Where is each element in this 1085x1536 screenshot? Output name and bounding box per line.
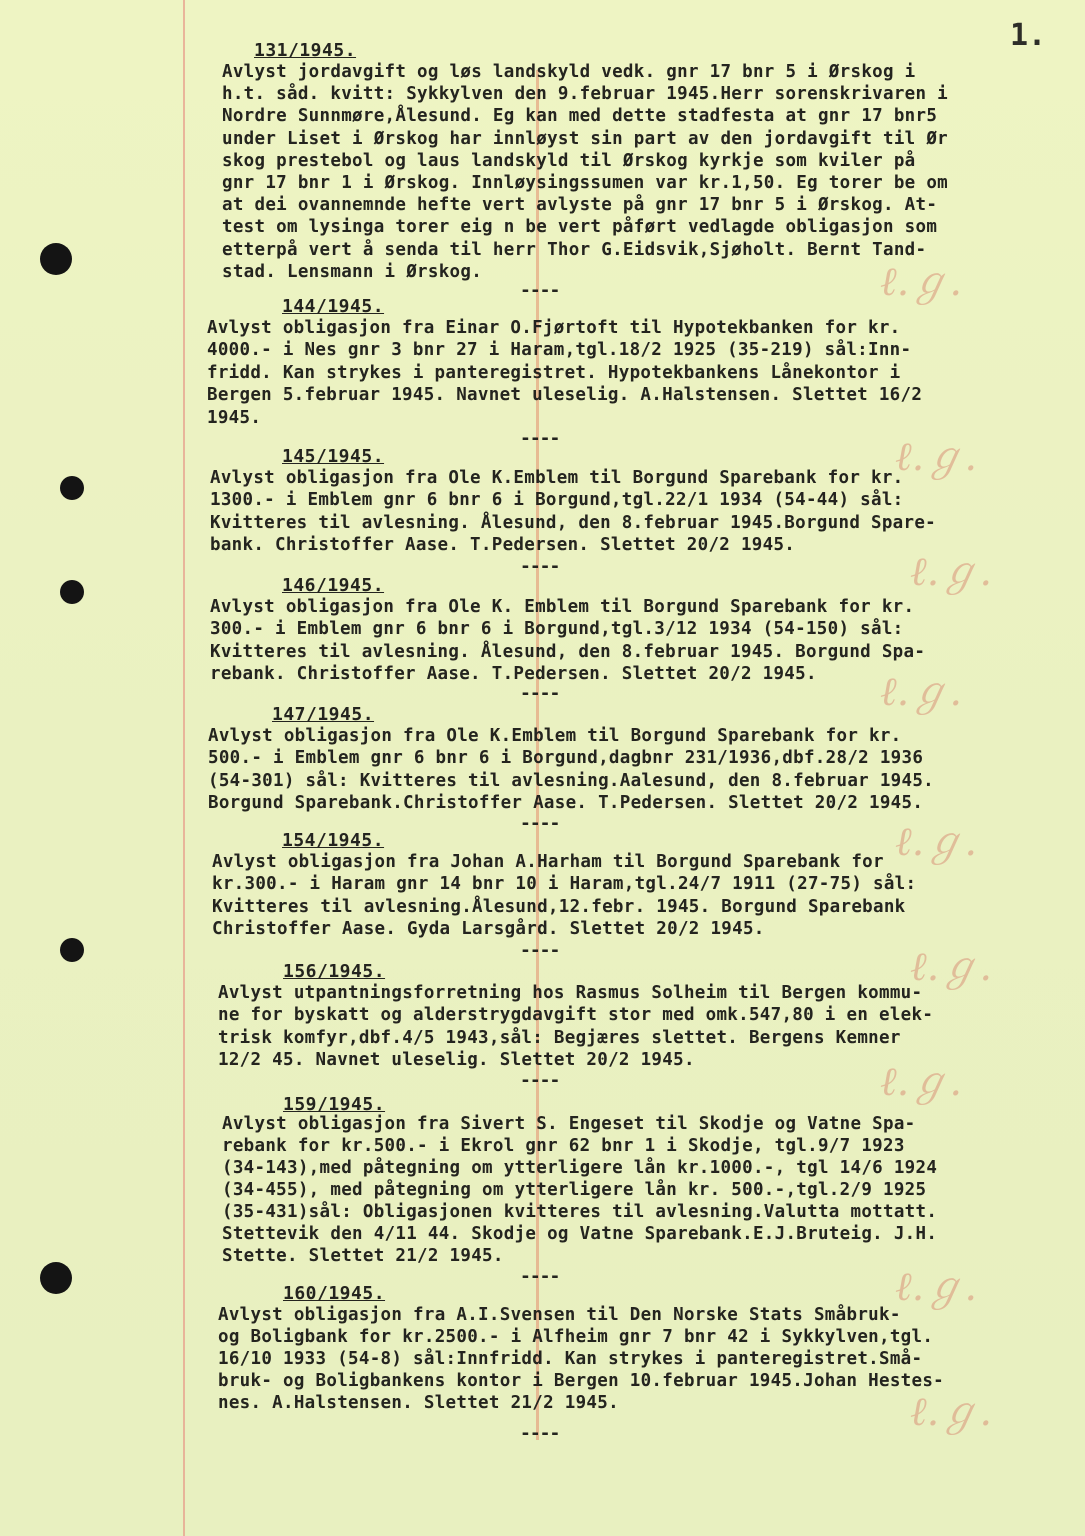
entry-text-line: bank. Christoffer Aase. T.Pedersen. Slettet 20/2 1945. bbox=[210, 535, 796, 556]
entry-text-line: Kvitteres til avlesning.Ålesund,12.febr. 1945. Borgund Sparebank bbox=[212, 896, 906, 917]
binder-hole bbox=[40, 1262, 72, 1294]
entry-text-line: trisk komfyr,dbf.4/5 1943,sål: Begjæres slettet. Bergens Kemner bbox=[218, 1027, 901, 1048]
entry-text-line: 300.- i Emblem gnr 6 bnr 6 i Borgund,tgl.3/12 1934 (54-150) sål: bbox=[210, 619, 904, 640]
entry-text-line: Kvitteres til avlesning. Ålesund, den 8.februar 1945.Borgund Spare- bbox=[210, 512, 937, 533]
entry-text-line: nes. A.Halstensen. Slettet 21/2 1945. bbox=[218, 1393, 619, 1413]
entry-number: 156/1945. bbox=[283, 961, 386, 982]
entry-separator: ---- bbox=[520, 940, 560, 961]
entry-text-line: Kvitteres til avlesning. Ålesund, den 8.februar 1945. Borgund Spa- bbox=[210, 641, 926, 662]
initials-mark: ℓ.ℊ. bbox=[910, 944, 993, 990]
entry-text-line: ne for byskatt og alderstrygdavgift stor med omk.547,80 i en elek- bbox=[218, 1005, 934, 1026]
entry-text-line: Avlyst jordavgift og løs landskyld vedk. gnr 17 bnr 5 i Ørskog i bbox=[222, 62, 916, 82]
initials-mark: ℓ.ℊ. bbox=[880, 669, 963, 715]
entry-text-line: 12/2 45. Navnet uleselig. Slettet 20/2 1945. bbox=[218, 1050, 695, 1071]
entry-text-line: bruk- og Boligbankens kontor i Bergen 10.februar 1945.Johan Hestes- bbox=[218, 1371, 945, 1391]
entry-text-line: (34-143),med påtegning om ytterligere lån kr.1000.-, tgl 14/6 1924 bbox=[222, 1158, 938, 1178]
entry-text-line: under Liset i Ørskog har innløyst sin part av den jordavgift til Ør bbox=[222, 128, 949, 149]
entry-text-line: etterpå vert å senda til herr Thor G.Eidsvik,Sjøholt. Bernt Tand- bbox=[222, 239, 927, 260]
entry-number: 131/1945. bbox=[254, 40, 357, 61]
initials-mark: ℓ.ℊ. bbox=[880, 259, 963, 305]
entry-text-line: Bergen 5.februar 1945. Navnet uleselig. A.Halstensen. Slettet 16/2 bbox=[207, 385, 923, 406]
entry-number: 159/1945. bbox=[283, 1094, 386, 1115]
entry-text-line: (34-455), med påtegning om ytterligere lån kr. 500.-,tgl.2/9 1925 bbox=[222, 1180, 927, 1200]
binder-hole bbox=[60, 938, 84, 962]
entry-text-line: 4000.- i Nes gnr 3 bnr 27 i Haram,tgl.18/2 1925 (35-219) sål:Inn- bbox=[207, 340, 912, 361]
entry-separator: ---- bbox=[520, 428, 560, 449]
entry-text-line: Avlyst obligasjon fra Ole K.Emblem til Borgund Sparebank for kr. bbox=[210, 468, 904, 488]
entry-number: 144/1945. bbox=[282, 296, 385, 317]
entry-text-line: stad. Lensmann i Ørskog. bbox=[222, 261, 483, 282]
entry-text-line: kr.300.- i Haram gnr 14 bnr 10 i Haram,tgl.24/7 1911 (27-75) sål: bbox=[212, 874, 917, 895]
entry-number: 147/1945. bbox=[272, 704, 375, 725]
entry-text-line: Stette. Slettet 21/2 1945. bbox=[222, 1246, 504, 1266]
entry-separator: ---- bbox=[520, 813, 560, 834]
entry-separator: ---- bbox=[520, 683, 560, 704]
entry-text-line: Stettevik den 4/11 44. Skodje og Vatne Sparebank.E.J.Bruteig. J.H. bbox=[222, 1224, 938, 1244]
initials-mark: ℓ.ℊ. bbox=[910, 1389, 993, 1435]
entry-text-line: Christoffer Aase. Gyda Larsgård. Slettet 20/2 1945. bbox=[212, 919, 765, 940]
binder-hole bbox=[60, 580, 84, 604]
entry-text-line: Avlyst obligasjon fra Johan A.Harham til Borgund Sparebank for bbox=[212, 852, 884, 872]
entry-text-line: 1945. bbox=[207, 407, 262, 428]
margin-rule bbox=[183, 0, 185, 1536]
initials-mark: ℓ.ℊ. bbox=[895, 1264, 978, 1310]
entry-text-line: rebank for kr.500.- i Ekrol gnr 62 bnr 1 i Skodje, tgl.9/7 1923 bbox=[222, 1136, 905, 1156]
entry-text-line: og Boligbank for kr.2500.- i Alfheim gnr 7 bnr 42 i Sykkylven,tgl. bbox=[218, 1327, 934, 1347]
initials-mark: ℓ.ℊ. bbox=[910, 549, 993, 595]
entry-text-line: at dei ovannemnde hefte vert avlyste på gnr 17 bnr 5 i Ørskog. At- bbox=[222, 195, 938, 216]
entry-separator: ---- bbox=[520, 1423, 560, 1444]
entry-text-line: 500.- i Emblem gnr 6 bnr 6 i Borgund,dagbnr 231/1936,dbf.28/2 1936 bbox=[208, 748, 924, 769]
initials-mark: ℓ.ℊ. bbox=[880, 1059, 963, 1105]
entry-number: 145/1945. bbox=[282, 446, 385, 467]
entry-text-line: (54-301) sål: Kvitteres til avlesning.Aalesund, den 8.februar 1945. bbox=[208, 770, 935, 791]
entry-text-line: Avlyst obligasjon fra Einar O.Fjørtoft til Hypotekbanken for kr. bbox=[207, 318, 901, 338]
initials-mark: ℓ.ℊ. bbox=[895, 434, 978, 480]
entry-text-line: fridd. Kan strykes i panteregistret. Hypotekbankens Lånekontor i bbox=[207, 362, 901, 383]
entry-separator: ---- bbox=[520, 556, 560, 577]
entry-text-line: 16/10 1933 (54-8) sål:Innfridd. Kan strykes i panteregistret.Små- bbox=[218, 1349, 923, 1369]
binder-hole bbox=[60, 476, 84, 500]
entry-separator: ---- bbox=[520, 1070, 560, 1091]
entry-text-line: Borgund Sparebank.Christoffer Aase. T.Pedersen. Slettet 20/2 1945. bbox=[208, 793, 924, 814]
entry-text-line: gnr 17 bnr 1 i Ørskog. Innløysingssumen var kr.1,50. Eg torer be om bbox=[222, 173, 949, 193]
page-number: 1. bbox=[1010, 18, 1047, 53]
entry-text-line: h.t. såd. kvitt: Sykkylven den 9.februar 1945.Herr sorenskrivaren i bbox=[222, 84, 949, 105]
entry-text-line: skog prestebol og laus landskyld til Ørskog kyrkje som kviler på bbox=[222, 150, 916, 171]
entry-number: 154/1945. bbox=[282, 830, 385, 851]
entry-text-line: Avlyst obligasjon fra Ole K. Emblem til Borgund Sparebank for kr. bbox=[210, 597, 915, 617]
entry-text-line: Avlyst obligasjon fra Ole K.Emblem til Borgund Sparebank for kr. bbox=[208, 726, 902, 746]
initials-mark: ℓ.ℊ. bbox=[895, 819, 978, 865]
entry-separator: ---- bbox=[520, 1266, 560, 1287]
entry-text-line: test om lysinga torer eig n be vert påført vedlagde obligasjon som bbox=[222, 217, 938, 238]
entry-text-line: Avlyst obligasjon fra Sivert S. Engeset til Skodje og Vatne Spa- bbox=[222, 1114, 916, 1134]
entry-text-line: Nordre Sunnmøre,Ålesund. Eg kan med dette stadfesta at gnr 17 bnr5 bbox=[222, 106, 938, 127]
entry-separator: ---- bbox=[520, 280, 560, 301]
entry-text-line: rebank. Christoffer Aase. T.Pedersen. Slettet 20/2 1945. bbox=[210, 664, 817, 685]
entry-text-line: 1300.- i Emblem gnr 6 bnr 6 i Borgund,tgl.22/1 1934 (54-44) sål: bbox=[210, 490, 904, 511]
entry-text-line: (35-431)sål: Obligasjonen kvitteres til avlesning.Valutta mottatt. bbox=[222, 1202, 938, 1222]
binder-hole bbox=[40, 243, 72, 275]
entry-text-line: Avlyst utpantningsforretning hos Rasmus Solheim til Bergen kommu- bbox=[218, 983, 923, 1003]
entry-text-line: Avlyst obligasjon fra A.I.Svensen til Den Norske Stats Småbruk- bbox=[218, 1305, 901, 1325]
entry-number: 160/1945. bbox=[283, 1283, 386, 1304]
entry-number: 146/1945. bbox=[282, 575, 385, 596]
